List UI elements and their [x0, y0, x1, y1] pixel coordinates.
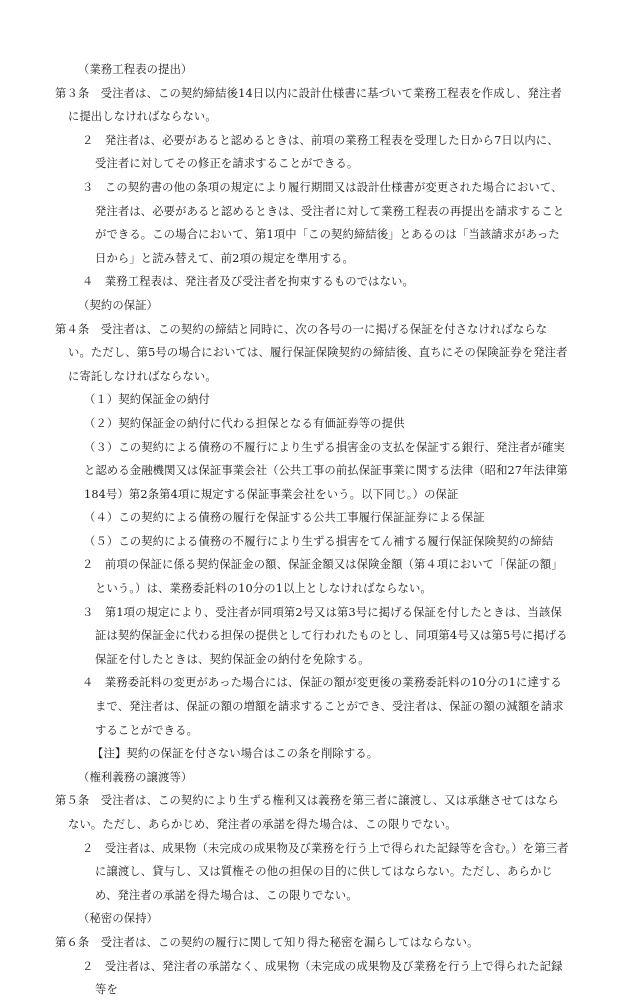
article-4-item-2: （２）契約保証金の納付に代わる担保となる有価証券等の提供 [84, 416, 405, 430]
article-5-paragraph-1: 第５条 受注者は、この契約により生ずる権利又は義務を第三者に譲渡し、又は承継させてはならない。ただし、あらかじめ、発注者の承諾を得た場合は、この限りでない。 [55, 794, 559, 831]
article-3-paragraph-1: 第３条 受注者は、この契約締結後14日以内に設計仕様書に基づいて業務工程表を作成し、発注者に提出しなければならない。 [55, 86, 562, 124]
article-4-note: 【注】契約の保証を付さない場合はこの条を削除する。 [92, 747, 379, 761]
article-3-paragraph-2: ２ 発注者は、必要があると認めるときは、前項の業務工程表を受理した日から7日以内に、受注者に対してその修正を請求することができる。 [82, 133, 559, 171]
article-6-paragraph-1: 第６条 受注者は、この契約の履行に関して知り得た秘密を漏らしてはならない。 [55, 935, 479, 949]
article-5-caption: （権利義務の譲渡等） [78, 770, 193, 784]
article-4-paragraph-1: 第４条 受注者は、この契約の締結と同時に、次の各号の一に掲げる保証を付さなければならない。ただし、第5号の場合においては、履行保証保険契約の締結後、直ちにその保険証券を発注者に寄託しなければならない。 [55, 322, 568, 383]
article-5-paragraph-2: ２ 受注者は、成果物（未完成の成果物及び業務を行う上で得られた記録等を含む。）を第三者に譲渡し、貸与し、又は質権その他の担保の目的に供してはならない。ただし、あらかじめ、発注者の承諾を得た場合は、この限りでない。 [82, 841, 569, 902]
article-4-caption: （契約の保証） [78, 298, 159, 312]
article-4-paragraph-3: ３ 第1項の規定により、受注者が同項第2号又は第3号に掲げる保証を付したときは、当該保証は契約保証金に代わる担保の提供として行われたものとし、同項第4号又は第5号に掲げる保証を付したときは、契約保証金の納付を免除する。 [82, 605, 568, 666]
article-4-item-5: （５）この契約による債務の不履行により生ずる損害をてん補する履行保証保険契約の締結 [84, 534, 554, 548]
article-4-item-1: （１）契約保証金の納付 [84, 393, 210, 407]
article-3-paragraph-3: ３ この契約書の他の条項の規定により履行期間又は設計仕様書が変更された場合において、発注者は、必要があると認めるときは、受注者に対して業務工程表の再提出を請求することができる。この場合において、第1項中「この契約締結後」とあるのは「当該請求があった日から」と読み替えて、前2項の規定を準用する。 [82, 180, 565, 265]
article-4-item-3: （３）この契約による債務の不履行により生ずる損害金の支払を保証する銀行、発注者が確実と認める金融機関又は保証事業会社（公共工事の前払保証事業に関する法律（昭和27年法律第184号）第2条第4項に規定する保証事業会社をいう。以下同じ。）の保証 [84, 440, 569, 501]
article-6-caption: （秘密の保持） [78, 912, 159, 926]
article-3-paragraph-4: ４ 業務工程表は、発注者及び受注者を拘束するものではない。 [82, 275, 414, 289]
contract-document [0, 58, 630, 1002]
article-4-paragraph-2: ２ 前項の保証に係る契約保証金の額、保証金額又は保険金額（第４項において「保証の額」という。）は、業務委託料の10分の1以上としなければならない。 [82, 558, 563, 596]
article-4-item-4: （４）この契約による債務の履行を保証する公共工事履行保証証券による保証 [84, 511, 485, 525]
article-4-paragraph-4: ４ 業務委託料の変更があった場合には、保証の額が変更後の業務委託料の10分の1に達するまで、発注者は、保証の額の増額を請求することができ、受注者は、保証の額の減額を請求することができる。 [82, 676, 564, 737]
article-3-caption: （業務工程表の提出） [78, 63, 193, 76]
article-6-paragraph-2: ２ 受注者は、発注者の承諾なく、成果物（未完成の成果物及び業務を行う上で得られた記録等を [82, 959, 563, 997]
